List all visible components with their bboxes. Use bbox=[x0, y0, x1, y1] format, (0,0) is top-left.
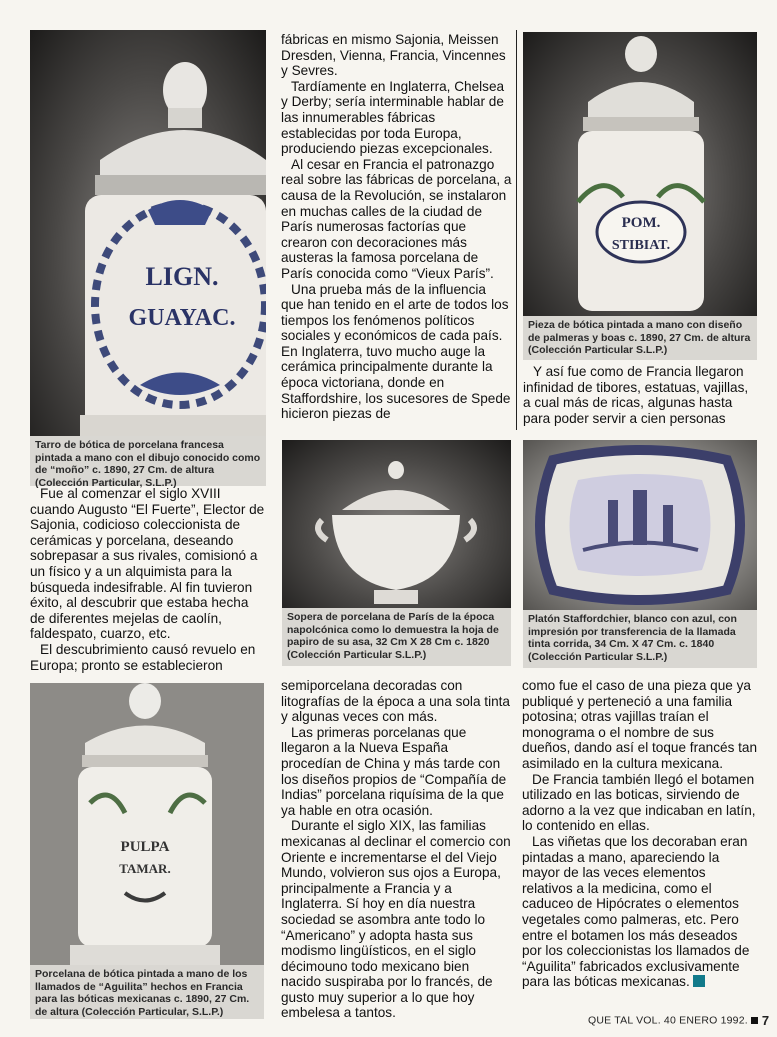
paragraph: Al cesar en Francia el patronazgo real sobre las fábricas de porcelana, a causa de la Revolución, se instalaron en muchas calles de la ciudad de París numerosas factorías que crearon con decoraciones más austeras la famosa porcelana de París conocida como “Vieux París”. bbox=[281, 156, 512, 281]
page-footer bbox=[588, 1013, 769, 1028]
text-column-2-top bbox=[281, 32, 512, 422]
photo-tureen bbox=[282, 440, 511, 608]
photo-platter bbox=[523, 440, 757, 610]
paragraph: De Francia también llegó el botamen utilizado en las boticas, sirviendo de adorno a la vez que indicaban en latín, lo contenido en ellas. bbox=[522, 771, 756, 834]
end-of-article-mark bbox=[693, 975, 705, 987]
paragraph: Y así fue como de Francia llegaron infinidad de tibores, estatuas, vajillas, a cual más de ricas, algunas hasta para poder servir a cien personas bbox=[523, 364, 749, 426]
caption-tureen: Sopera de porcelana de París de la época napolcónica como lo demuestra la hoja de papiro de su asa, 32 Cm X 28 Cm c. 1820 (Colección Particular S.L.P.) bbox=[282, 608, 511, 666]
paragraph bbox=[522, 834, 759, 990]
paragraph: El descubrimiento causó revuelo en Europa; pronto se establecieron bbox=[30, 641, 256, 673]
paragraph: semiporcelana decoradas con litografías de la época a una sola tinta y algunas veces con más. bbox=[281, 678, 510, 725]
column-divider bbox=[516, 30, 517, 430]
caption-platter: Platón Staffordchier, blanco con azul, con impresión por transferencia de la llamada tinta corrida, 34 Cm. X 47 Cm. c. 1840 (Colección Particular S.L.P.) bbox=[523, 610, 757, 668]
footer-square-icon bbox=[751, 1017, 758, 1024]
jar-label-pulpa-line1: PULPA bbox=[120, 839, 170, 855]
page-number: 7 bbox=[761, 1013, 770, 1028]
paragraph: Durante el siglo XIX, las familias mexicanas al declinar el comercio con Oriente e incrementarse el del Viejo Mundo, volvieron sus ojos a Europa, principalmente a Francia y a Inglaterra. Sí hoy en día nuestra sociedad se asombra ante todo lo “Americano” y adopta hasta sus modismo lingüísticos, en el siglo décimouno todo mexicano bien nacido suspiraba por lo francés, de gusto muy superior a lo que hoy embelesa a tantos. bbox=[281, 818, 511, 1021]
paragraph: Una prueba más de la influencia que han tenido en el arte de todos los tiempos los fenómenos políticos sociales y económicos de cada país. En Inglaterra, tuvo mucho auge la cerámica principalmente durante la época victoriana, donde en Staffordshire, los sucesores de Spede hicieron piezas de bbox=[281, 281, 511, 422]
photo-jar-pom-stibiat bbox=[523, 32, 757, 316]
jar-label-pulpa-line2: TAMAR. bbox=[119, 861, 171, 876]
jar-label-guayac-line1: LIGN. bbox=[145, 262, 219, 291]
photo-jar-pulpa-tamar bbox=[30, 683, 264, 965]
caption-jar-pulpa: Porcelana de bótica pintada a mano de los llamados de “Aguilita” hechos en Francia para las bóticas mexicanas c. 1890, 27 Cm. de altura (Colección Particular, S.L.P.) bbox=[30, 965, 264, 1019]
text-column-2-bottom bbox=[281, 678, 512, 1021]
paragraph-text: Las viñetas que los decoraban eran pintadas a mano, apareciendo la mayor de las veces elementos relativos a la medicina, como el caduceo de Hipócrates o elementos vegetales como palmeras, etc. Pero entre el botamen los más deseados por los coleccionistas los llamados de “Aguilita” fabricados exclusivamente para las bóticas mexicanas. bbox=[522, 833, 750, 990]
paragraph: Las primeras porcelanas que llegaron a la Nueva España procedían de China y más tarde con los diseños propios de “Compañía de Indias” porcelana riquísima de la que ya hable en otra ocasión. bbox=[281, 724, 507, 818]
paragraph: fábricas en mismo Sajonia, Meissen Dresden, Vienna, Francia, Vincennes y Sevres. bbox=[281, 32, 506, 79]
text-column-1-top bbox=[30, 486, 266, 673]
text-column-3-top bbox=[523, 364, 759, 426]
caption-jar-pom: Pieza de bótica pintada a mano con diseño de palmeras y boas c. 1890, 27 Cm. de altura (Colección Particular S.L.P.) bbox=[523, 316, 757, 360]
caption-jar-guayac: Tarro de bótica de porcelana francesa pintada a mano con el dibujo conocido como de “moño” c. 1890, 27 Cm. de altura (Colección Particular, S.L.P.) bbox=[30, 436, 266, 486]
jar-label-pom-line1: POM. bbox=[621, 215, 661, 231]
paragraph: Fue al comenzar el siglo XVIII cuando Augusto “El Fuerte”, Elector de Sajonia, codicioso coleccionista de cerámicas y porcelana, deseando sobrepasar a sus rivales, comisionó a un físico y a un alquimista para la búsqueda indesifrable. Al fin tuvieron éxito, al descubrir que estaba hecha de diferentes mejelas de caolín, faldespato, cuarzo, etc. bbox=[30, 486, 265, 642]
jar-label-pom-line2: STIBIAT. bbox=[611, 238, 671, 253]
footer-text: QUE TAL VOL. 40 ENERO 1992. bbox=[588, 1014, 748, 1027]
jar-label-guayac-line2: GUAYAC. bbox=[128, 305, 236, 331]
text-column-3-bottom bbox=[522, 678, 759, 990]
paragraph: Tardíamente en Inglaterra, Chelsea y Derby; sería interminable hablar de las innumerables fábricas establecidas por toda Europa, produciendo piezas excepcionales. bbox=[281, 78, 505, 157]
paragraph: como fue el caso de una pieza que ya publiqué y perteneció a una familia potosina; otras vajillas traían el monograma o el nombre de sus dueños, dando así el toque francés tan asimilado en la cultura mexicana. bbox=[522, 678, 758, 771]
photo-jar-lign-guayac bbox=[30, 30, 266, 436]
